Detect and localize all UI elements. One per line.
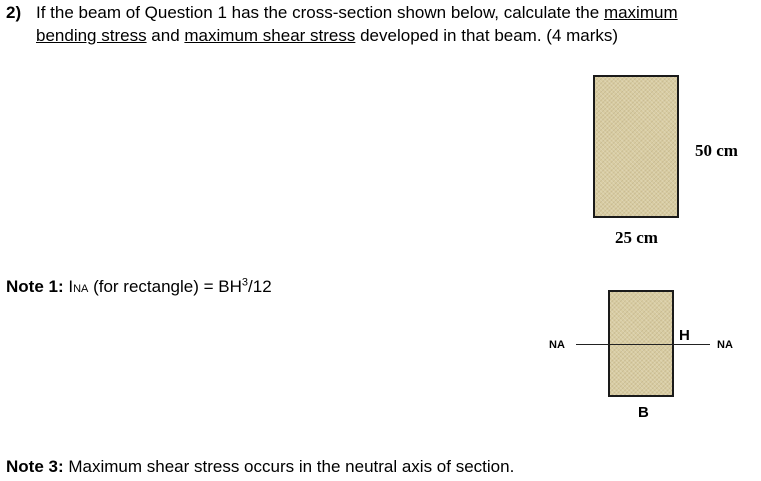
- height-symbol-label: H: [679, 327, 690, 344]
- note-1-mid: (for rectangle) = BH: [88, 277, 242, 296]
- height-dimension-label: 50 cm: [695, 141, 738, 160]
- cross-section-rectangle: [593, 75, 679, 218]
- question-text-tail: developed in that beam. (4 marks): [355, 26, 619, 45]
- note-3-label: Note 3:: [6, 457, 64, 476]
- note-1: [6, 277, 272, 297]
- question-text-line2: [36, 26, 618, 46]
- question-number: 2): [6, 3, 22, 22]
- question-text-and: and: [146, 26, 185, 45]
- base-symbol-label: B: [638, 404, 649, 421]
- neutral-axis-label-left: NA: [549, 339, 565, 351]
- question-text-line1: [36, 3, 678, 23]
- question-underlined-max-shear-stress: maximum shear stress: [184, 26, 356, 45]
- note-3-text: Maximum shear stress occurs in the neutral axis of section.: [63, 457, 515, 476]
- neutral-axis-line: [576, 344, 710, 345]
- note-1-tail: /12: [248, 277, 272, 296]
- note-1-exponent: 3: [241, 276, 249, 289]
- note-1-subscript: NA: [73, 283, 89, 295]
- width-dimension-label: 25 cm: [615, 228, 658, 247]
- question-text: If the beam of Question 1 has the cross-section shown below, calculate the: [36, 3, 604, 22]
- neutral-axis-label-right: NA: [717, 339, 733, 351]
- note-1-i: I: [63, 277, 74, 296]
- note-1-label: Note 1:: [6, 277, 64, 296]
- question-underlined-bending-stress: bending stress: [36, 26, 147, 45]
- note-3: [6, 457, 514, 477]
- question-underlined-maximum: maximum: [603, 3, 678, 22]
